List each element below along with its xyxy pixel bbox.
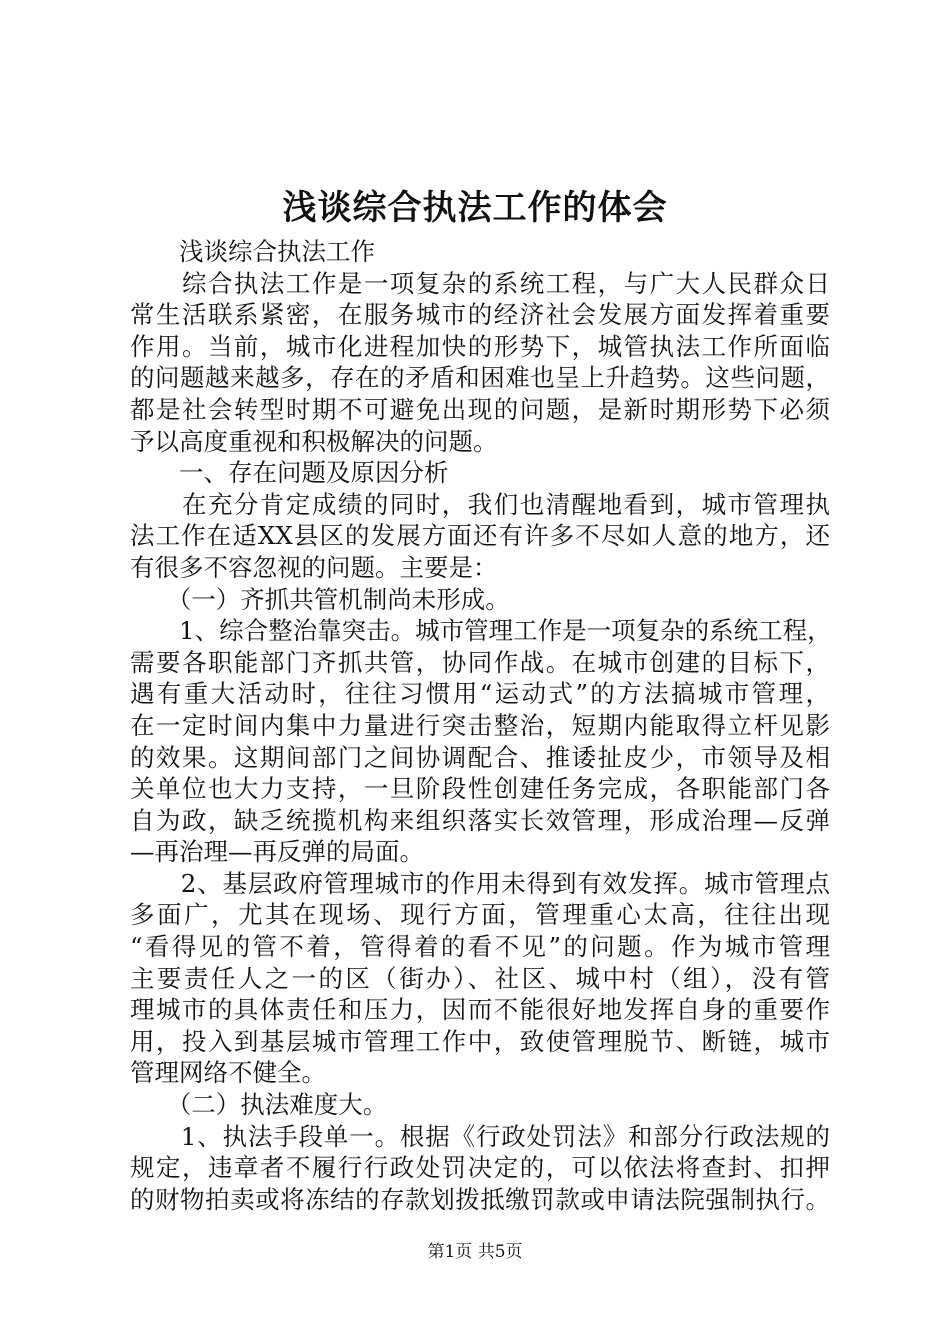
page-footer: 第1页 共5页 [427, 1242, 523, 1262]
body-line: 的效果。这期间部门之间协调配合、推诿扯皮少，市领导及相 [130, 742, 830, 772]
document-title: 浅谈综合执法工作的体会 [282, 188, 668, 228]
body-line: （一）齐抓共管机制尚未形成。 [130, 584, 510, 614]
body-line: 作用。当前，城市化进程加快的形势下，城管执法工作所面临 [130, 331, 830, 361]
body-line: 主要责任人之一的区（街办）、社区、城中村（组），没有管 [130, 963, 830, 993]
body-line: 一、存在问题及原因分析 [130, 458, 449, 488]
body-line: 法工作在适XX县区的发展方面还有许多不尽如人意的地方，还 [130, 521, 830, 551]
body-line: 在充分肯定成绩的同时，我们也清醒地看到，城市管理执 [130, 489, 830, 519]
body-line: 1、综合整治靠突击。城市管理工作是一项复杂的系统工程， [130, 616, 832, 646]
body-line: 管理网络不健全。 [130, 1058, 326, 1088]
body-line: 用，投入到基层城市管理工作中，致使管理脱节、断链，城市 [130, 1026, 830, 1056]
body-line: —再治理—再反弹的局面。 [130, 837, 424, 867]
body-line: 常生活联系紧密，在服务城市的经济社会发展方面发挥着重要 [130, 300, 830, 330]
body-line: 规定，违章者不履行行政处罚决定的，可以依法将查封、扣押 [130, 1153, 830, 1183]
body-line: 多面广，尤其在现场、现行方面，管理重心太高，往往出现 [130, 900, 830, 930]
body-line: 1、执法手段单一。根据《行政处罚法》和部分行政法规的 [130, 1121, 830, 1151]
body-line: 予以高度重视和积极解决的问题。 [130, 426, 498, 456]
body-line: 自为政，缺乏统揽机构来组织落实长效管理，形成治理—反弹 [130, 805, 830, 835]
body-line: 有很多不容忽视的问题。主要是： [130, 552, 498, 582]
body-line: 都是社会转型时期不可避免出现的问题，是新时期形势下必须 [130, 394, 830, 424]
body-line: 2、基层政府管理城市的作用未得到有效发挥。城市管理点 [130, 868, 830, 898]
body-line: “看得见的管不着，管得着的看不见”的问题。作为城市管理 [130, 932, 830, 962]
body-line: 理城市的具体责任和压力，因而不能很好地发挥自身的重要作 [130, 995, 830, 1025]
body-line: 的问题越来越多，存在的矛盾和困难也呈上升趋势。这些问题， [130, 363, 830, 393]
body-line: （二）执法难度大。 [130, 1090, 388, 1120]
body-line: 遇有重大活动时，往往习惯用“运动式”的方法搞城市管理， [130, 679, 830, 709]
body-line: 综合执法工作是一项复杂的系统工程，与广大人民群众日 [130, 268, 830, 298]
body-line: 的财物拍卖或将冻结的存款划拨抵缴罚款或申请法院强制执行。 [130, 1184, 830, 1214]
body-line: 关单位也大力支持，一旦阶段性创建任务完成，各职能部门各 [130, 774, 830, 804]
document-body [130, 236, 830, 1215]
body-line: 在一定时间内集中力量进行突击整治，短期内能取得立杆见影 [130, 710, 830, 740]
body-line: 浅谈综合执法工作 [130, 237, 375, 266]
body-line: 需要各职能部门齐抓共管，协同作战。在城市创建的目标下， [130, 647, 830, 677]
